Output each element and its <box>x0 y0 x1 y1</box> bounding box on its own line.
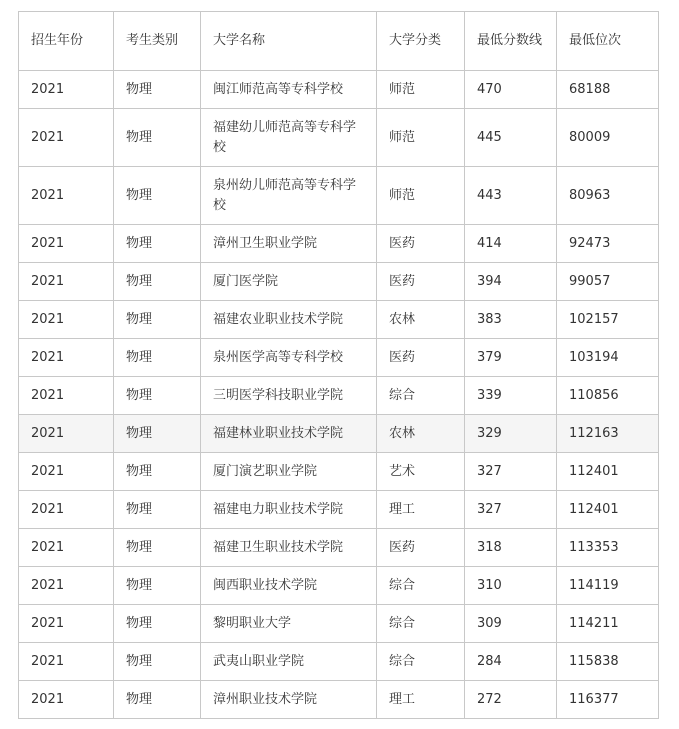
cell-school: 福建农业职业技术学院 <box>201 301 377 339</box>
cell-category: 物理 <box>114 643 201 681</box>
cell-type: 综合 <box>377 605 465 643</box>
cell-type: 综合 <box>377 643 465 681</box>
cell-category: 物理 <box>114 491 201 529</box>
cell-year: 2021 <box>19 415 114 453</box>
table-row <box>19 453 659 491</box>
cell-type: 师范 <box>377 109 465 167</box>
cell-min-score: 309 <box>465 605 557 643</box>
cell-school: 漳州卫生职业学院 <box>201 225 377 263</box>
cell-min-score: 329 <box>465 415 557 453</box>
header-min-rank: 最低位次 <box>557 12 659 71</box>
cell-min-score: 327 <box>465 453 557 491</box>
cell-school: 泉州医学高等专科学校 <box>201 339 377 377</box>
table-row <box>19 301 659 339</box>
cell-category: 物理 <box>114 225 201 263</box>
cell-min-score: 445 <box>465 109 557 167</box>
cell-min-rank: 113353 <box>557 529 659 567</box>
cell-min-score: 327 <box>465 491 557 529</box>
cell-type: 农林 <box>377 301 465 339</box>
cell-school: 闽西职业技术学院 <box>201 567 377 605</box>
cell-category: 物理 <box>114 415 201 453</box>
cell-school: 福建幼儿师范高等专科学校 <box>201 109 377 167</box>
header-row <box>19 12 659 71</box>
cell-min-rank: 80963 <box>557 167 659 225</box>
cell-school: 黎明职业大学 <box>201 605 377 643</box>
cell-type: 综合 <box>377 377 465 415</box>
cell-min-rank: 112401 <box>557 491 659 529</box>
cell-year: 2021 <box>19 681 114 719</box>
cell-category: 物理 <box>114 263 201 301</box>
cell-year: 2021 <box>19 377 114 415</box>
table-row <box>19 71 659 109</box>
cell-year: 2021 <box>19 167 114 225</box>
header-min-score: 最低分数线 <box>465 12 557 71</box>
cell-min-rank: 99057 <box>557 263 659 301</box>
cell-min-rank: 92473 <box>557 225 659 263</box>
cell-year: 2021 <box>19 109 114 167</box>
cell-year: 2021 <box>19 491 114 529</box>
cell-type: 医药 <box>377 339 465 377</box>
cell-min-rank: 115838 <box>557 643 659 681</box>
cell-type: 理工 <box>377 681 465 719</box>
table-row <box>19 109 659 167</box>
cell-year: 2021 <box>19 71 114 109</box>
cell-category: 物理 <box>114 167 201 225</box>
table-row <box>19 491 659 529</box>
cell-min-score: 379 <box>465 339 557 377</box>
table-row <box>19 529 659 567</box>
cell-min-score: 284 <box>465 643 557 681</box>
cell-min-score: 394 <box>465 263 557 301</box>
header-school: 大学名称 <box>201 12 377 71</box>
table-row <box>19 643 659 681</box>
cell-category: 物理 <box>114 377 201 415</box>
cell-min-rank: 68188 <box>557 71 659 109</box>
table-body <box>19 71 659 719</box>
cell-category: 物理 <box>114 681 201 719</box>
cell-type: 师范 <box>377 167 465 225</box>
cell-year: 2021 <box>19 529 114 567</box>
cell-type: 师范 <box>377 71 465 109</box>
cell-school: 漳州职业技术学院 <box>201 681 377 719</box>
table-row <box>19 567 659 605</box>
cell-category: 物理 <box>114 605 201 643</box>
cell-type: 综合 <box>377 567 465 605</box>
cell-category: 物理 <box>114 109 201 167</box>
table-row <box>19 225 659 263</box>
cell-min-rank: 102157 <box>557 301 659 339</box>
cell-year: 2021 <box>19 605 114 643</box>
cell-min-score: 339 <box>465 377 557 415</box>
cell-year: 2021 <box>19 567 114 605</box>
cell-school: 三明医学科技职业学院 <box>201 377 377 415</box>
cell-type: 理工 <box>377 491 465 529</box>
cell-min-rank: 110856 <box>557 377 659 415</box>
cell-school: 福建林业职业技术学院 <box>201 415 377 453</box>
cell-year: 2021 <box>19 339 114 377</box>
cell-min-score: 310 <box>465 567 557 605</box>
table-row <box>19 339 659 377</box>
cell-min-rank: 112163 <box>557 415 659 453</box>
cell-min-score: 318 <box>465 529 557 567</box>
cell-min-rank: 114119 <box>557 567 659 605</box>
cell-category: 物理 <box>114 339 201 377</box>
cell-min-rank: 114211 <box>557 605 659 643</box>
table-row <box>19 377 659 415</box>
cell-school: 闽江师范高等专科学校 <box>201 71 377 109</box>
table-row <box>19 167 659 225</box>
table-header <box>19 12 659 71</box>
cell-year: 2021 <box>19 225 114 263</box>
cell-category: 物理 <box>114 567 201 605</box>
cell-category: 物理 <box>114 529 201 567</box>
cell-type: 艺术 <box>377 453 465 491</box>
cell-min-score: 414 <box>465 225 557 263</box>
cell-year: 2021 <box>19 453 114 491</box>
cell-school: 厦门演艺职业学院 <box>201 453 377 491</box>
header-year: 招生年份 <box>19 12 114 71</box>
cell-min-rank: 116377 <box>557 681 659 719</box>
table-row <box>19 263 659 301</box>
cell-min-score: 272 <box>465 681 557 719</box>
cell-type: 农林 <box>377 415 465 453</box>
cell-min-rank: 112401 <box>557 453 659 491</box>
header-category: 考生类别 <box>114 12 201 71</box>
cell-min-rank: 80009 <box>557 109 659 167</box>
cell-category: 物理 <box>114 453 201 491</box>
cell-type: 医药 <box>377 263 465 301</box>
cell-min-rank: 103194 <box>557 339 659 377</box>
cell-school: 厦门医学院 <box>201 263 377 301</box>
cell-type: 医药 <box>377 225 465 263</box>
cell-type: 医药 <box>377 529 465 567</box>
cell-school: 福建电力职业技术学院 <box>201 491 377 529</box>
cell-school: 武夷山职业学院 <box>201 643 377 681</box>
table-row <box>19 415 659 453</box>
cell-category: 物理 <box>114 301 201 339</box>
cell-school: 福建卫生职业技术学院 <box>201 529 377 567</box>
cell-year: 2021 <box>19 643 114 681</box>
cell-min-score: 470 <box>465 71 557 109</box>
cell-min-score: 443 <box>465 167 557 225</box>
cell-school: 泉州幼儿师范高等专科学校 <box>201 167 377 225</box>
table-row <box>19 681 659 719</box>
table-row <box>19 605 659 643</box>
cell-min-score: 383 <box>465 301 557 339</box>
cell-year: 2021 <box>19 301 114 339</box>
cell-year: 2021 <box>19 263 114 301</box>
admission-score-table <box>18 11 659 719</box>
header-type: 大学分类 <box>377 12 465 71</box>
cell-category: 物理 <box>114 71 201 109</box>
